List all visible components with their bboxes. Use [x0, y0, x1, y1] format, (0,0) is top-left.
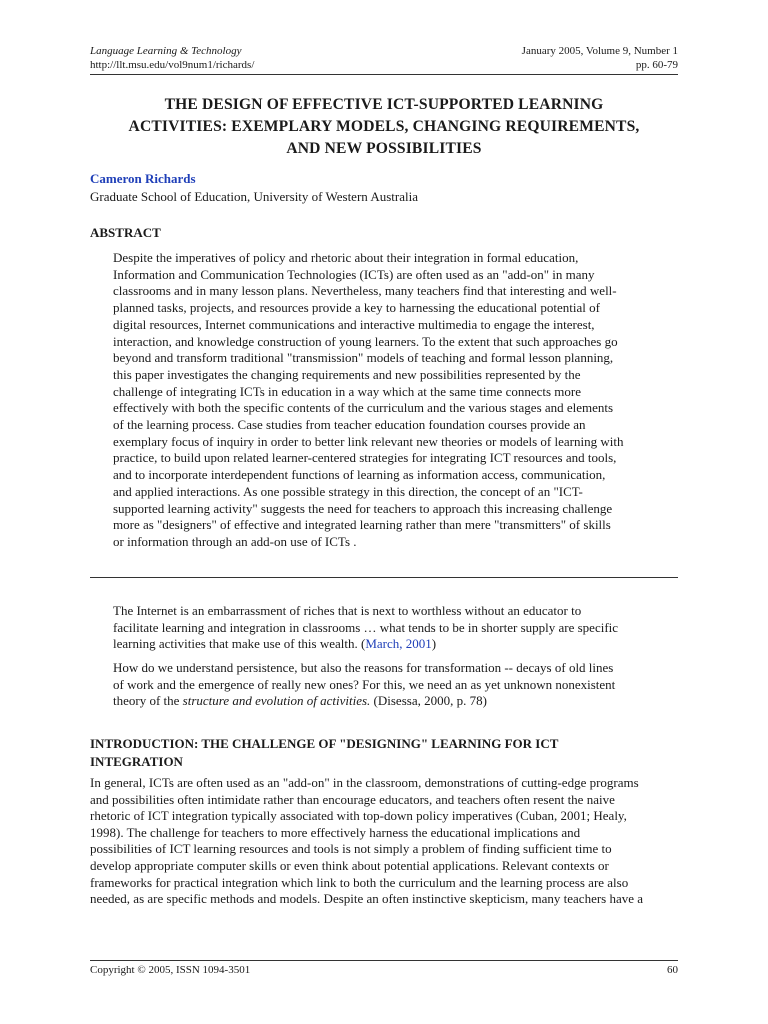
- title-line: AND NEW POSSIBILITIES: [286, 140, 482, 157]
- introduction-heading: [90, 735, 558, 770]
- article-title: [90, 94, 678, 160]
- abstract-heading: ABSTRACT: [90, 225, 161, 240]
- copyright-notice: Copyright © 2005, ISSN 1094-3501: [90, 964, 251, 976]
- body-line: frameworks for practical integration which link to both the curriculum and the learning process are also: [90, 874, 629, 890]
- quote-line: The Internet is an embarrassment of riches that is next to worthless without an educator to: [113, 603, 582, 618]
- abstract-line: and to incorporate interdependent functions of learning as information access, communication,: [113, 467, 606, 483]
- quote-emphasis: structure and evolution of activities.: [182, 693, 371, 709]
- footer-divider: [90, 960, 678, 961]
- abstract-line: effectively with both the specific contents of the curriculum and the various stages and elements: [113, 400, 614, 416]
- title-line: THE DESIGN OF EFFECTIVE ICT-SUPPORTED LEARNING: [164, 96, 604, 113]
- issue-info: January 2005, Volume 9, Number 1: [521, 45, 678, 57]
- quote-text: learning activities that make use of this wealth. (: [113, 636, 366, 652]
- quote-line: [113, 636, 618, 653]
- running-header: [90, 44, 678, 72]
- journal-name: Language Learning & Technology: [90, 45, 242, 57]
- abstract-line: supported learning activity" suggests the need for teachers to approach this increasing challenge: [113, 500, 613, 516]
- author-name[interactable]: Cameron Richards: [90, 171, 196, 186]
- epigraph-quote-1: [113, 603, 618, 653]
- abstract-line: classrooms and in many lesson plans. Nevertheless, many teachers find that interesting and well-: [113, 283, 617, 299]
- abstract-line: Information and Communication Technologies (ICTs) are often used as an "add-on" in many: [113, 266, 595, 282]
- abstract-line: this paper investigates the changing requirements and new possibilities represented by the: [113, 366, 581, 382]
- introduction-body: [90, 775, 643, 908]
- body-line: and possibilities often intimidate rather than encourage educators, and teachers often resent the naive: [90, 791, 615, 807]
- quote-line: How do we understand persistence, but also the reasons for transformation -- decays of old lines: [113, 660, 614, 675]
- abstract-line: or information through an add-on use of ICTs .: [113, 533, 357, 549]
- quote-line: facilitate learning and integration in classrooms … what tends to be in shorter supply are specific: [113, 619, 619, 635]
- quote-text: theory of the: [113, 693, 183, 709]
- quote-line: of work and the emergence of really new ones? For this, we need an as yet unknown nonexistent: [113, 676, 616, 692]
- citation-link[interactable]: March, 2001: [365, 636, 432, 652]
- abstract-line: digital resources, Internet communications and interactive multimedia to engage the interest,: [113, 316, 595, 332]
- author-affiliation: Graduate School of Education, University of Western Australia: [90, 189, 418, 204]
- body-line: possibilities of ICT learning resources and tools is not simply a problem of finding sufficient time to: [90, 841, 612, 857]
- body-line: In general, ICTs are often used as an "add-on" in the classroom, demonstrations of cutting-edge programs: [90, 775, 639, 790]
- abstract-line: Despite the imperatives of policy and rhetoric about their integration in formal education,: [113, 250, 579, 265]
- body-line: develop appropriate computer skills or even think about potential applications. Relevant contexts or: [90, 857, 609, 873]
- quote-text: ): [431, 636, 437, 652]
- page-range: pp. 60-79: [635, 59, 678, 71]
- section-divider: [90, 577, 678, 578]
- epigraph-quote-2: [113, 660, 615, 710]
- header-divider: [90, 74, 678, 75]
- abstract-line: and applied interactions. As one possible strategy in this direction, the concept of an "ICT-: [113, 483, 583, 499]
- quote-line: [113, 693, 615, 710]
- abstract-line: challenge of integrating ICTs in education in a way which at the same time connects more: [113, 383, 582, 399]
- abstract-line: practice, to build upon related learner-centered strategies for integrating ICT resources and tools,: [113, 450, 617, 466]
- article-url[interactable]: http://llt.msu.edu/vol9num1/richards/: [90, 59, 255, 71]
- heading-line: INTEGRATION: [90, 753, 183, 769]
- title-line: ACTIVITIES: EXEMPLARY MODELS, CHANGING REQUIREMENTS,: [128, 118, 640, 135]
- body-line: 1998). The challenge for teachers to more effectively harness the educational implications and: [90, 824, 581, 840]
- body-line: needed, as are specific methods and models. Despite an often instinctive skepticism, many teachers have a: [90, 891, 644, 907]
- abstract-line: beyond and transform traditional "transmission" models of teaching and formal lesson planning,: [113, 350, 614, 366]
- heading-line: INTRODUCTION: THE CHALLENGE OF "DESIGNING" LEARNING FOR ICT: [90, 736, 559, 751]
- page-footer: [90, 964, 678, 976]
- abstract-line: planned tasks, projects, and resources provide a key to harnessing the educational potential of: [113, 300, 600, 316]
- page-number: 60: [667, 964, 678, 976]
- abstract-line: interaction, and knowledge construction of young learners. To the extent that such approaches go: [113, 333, 618, 349]
- abstract-line: more as "designers" of effective and integrated learning rather than mere "transmitters" of skills: [113, 517, 611, 533]
- quote-citation: (Disessa, 2000, p. 78): [370, 693, 487, 709]
- abstract-body: [113, 250, 623, 551]
- abstract-line: exemplary focus of inquiry in order to better link relevant new theories or models of learning with: [113, 433, 624, 449]
- abstract-line: of the learning process. Case studies from teacher education foundation courses provide an: [113, 417, 586, 433]
- body-line: rhetoric of ICT integration typically associated with top-down policy imperatives (Cuban, 2001; Healy,: [90, 808, 627, 824]
